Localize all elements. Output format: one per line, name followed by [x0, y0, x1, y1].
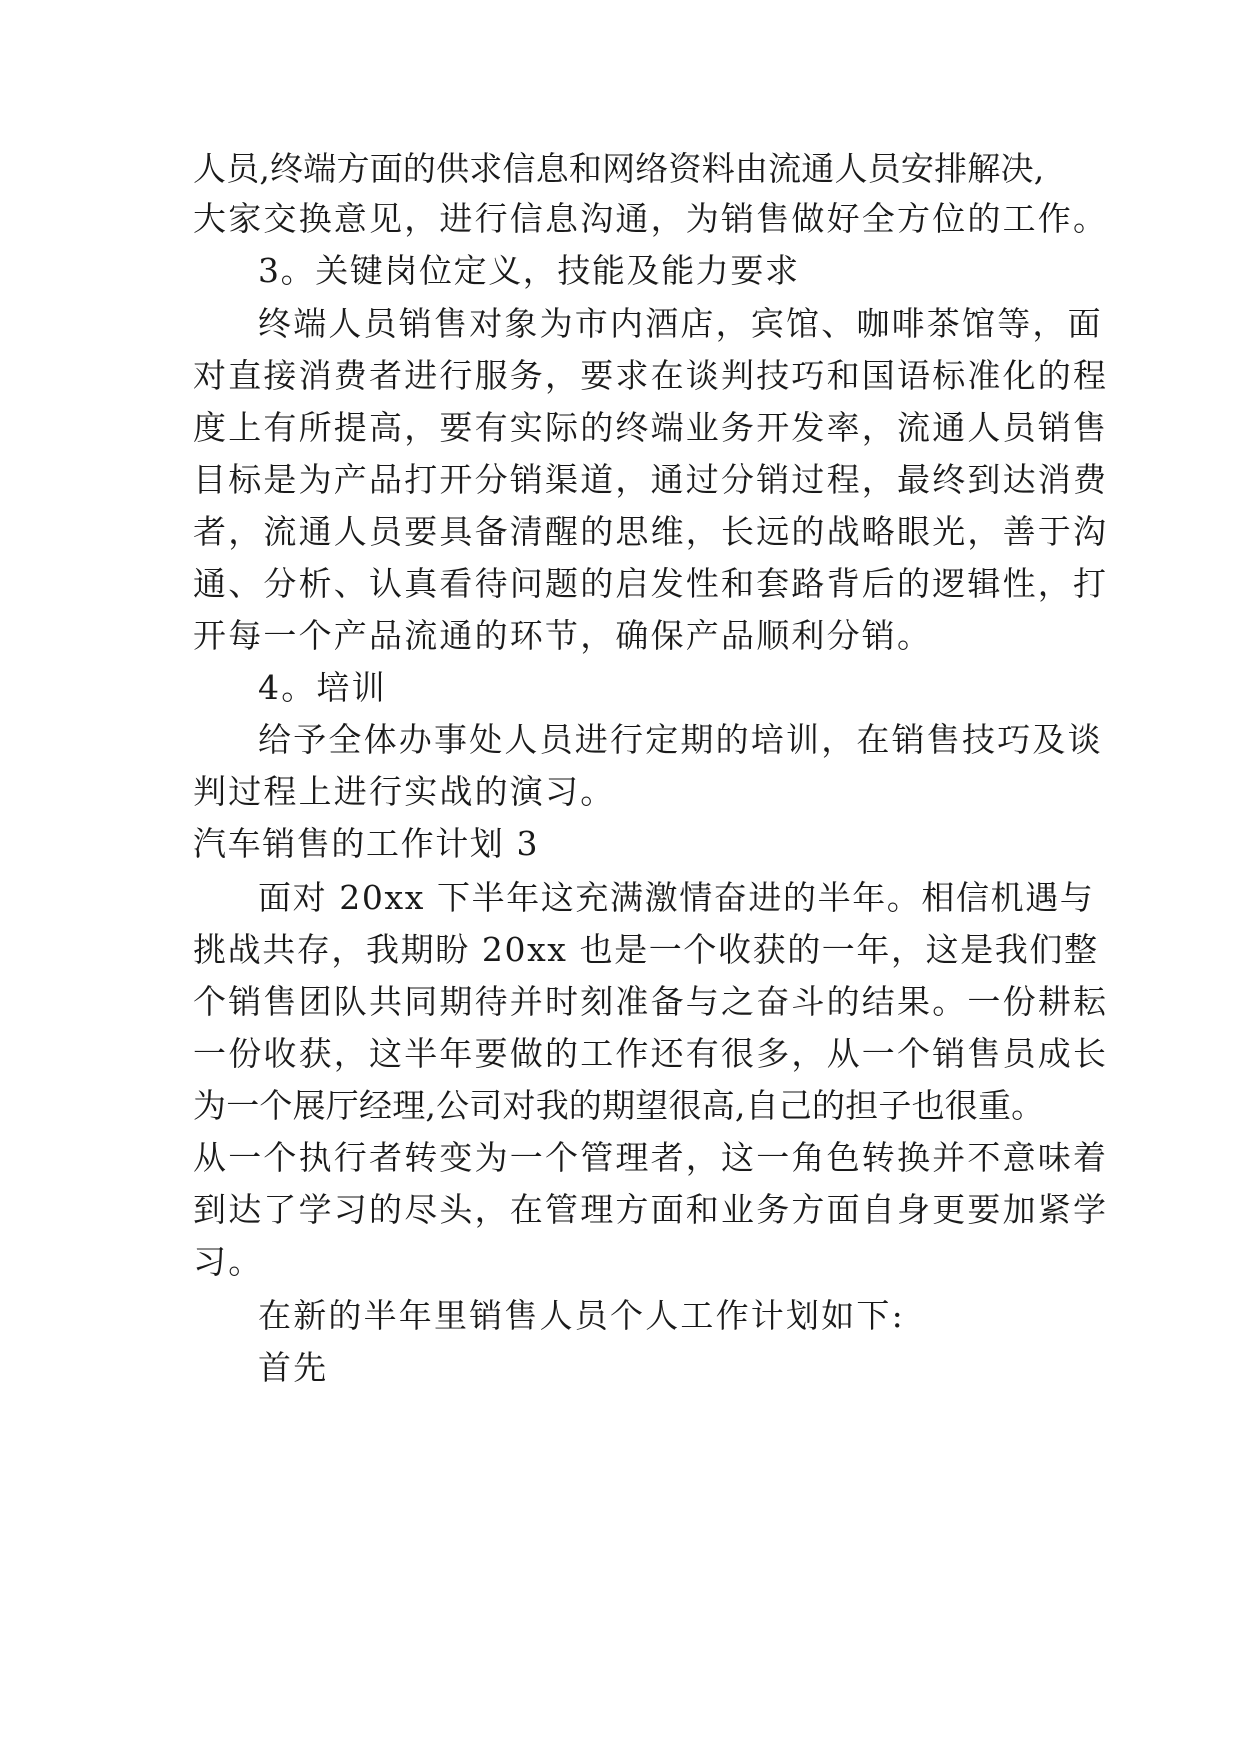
section-heading: 3。关键岗位定义，技能及能力要求	[258, 251, 800, 290]
paragraph-line: 到达了学习的尽头，在管理方面和业务方面自身更要加紧学	[193, 1190, 1109, 1229]
paragraph-line: 者，流通人员要具备清醒的思维，长远的战略眼光，善于沟	[193, 512, 1109, 551]
paragraph-line: 面对 20xx 下半年这充满激情奋进的半年。相信机遇与	[258, 878, 1095, 917]
paragraph-line: 度上有所提高，要有实际的终端业务开发率，流通人员销售	[193, 408, 1109, 447]
section-heading: 4。培训	[258, 668, 387, 707]
paragraph-line: 通、分析、认真看待问题的启发性和套路背后的逻辑性，打	[193, 564, 1109, 603]
paragraph-line: 个销售团队共同期待并时刻准备与之奋斗的结果。一份耕耘	[193, 982, 1109, 1021]
paragraph-line: 为一个展厅经理,公司对我的期望很高,自己的担子也很重。	[193, 1086, 1045, 1125]
paragraph-line: 终端人员销售对象为市内酒店，宾馆、咖啡茶馆等，面	[258, 304, 1103, 343]
paragraph-line: 挑战共存，我期盼 20xx 也是一个收获的一年，这是我们整	[193, 930, 1099, 969]
paragraph-line: 一份收获，这半年要做的工作还有很多，从一个销售员成长	[193, 1034, 1109, 1073]
paragraph-line: 目标是为产品打开分销渠道，通过分销过程，最终到达消费	[193, 460, 1109, 499]
paragraph-line: 在新的半年里销售人员个人工作计划如下:	[258, 1296, 905, 1335]
document-heading: 汽车销售的工作计划 3	[193, 824, 540, 863]
paragraph-line: 给予全体办事处人员进行定期的培训，在销售技巧及谈	[258, 720, 1103, 759]
paragraph-line: 人员,终端方面的供求信息和网络资料由流通人员安排解决,	[193, 149, 1045, 188]
paragraph-line: 首先	[258, 1348, 329, 1387]
paragraph-line: 从一个执行者转变为一个管理者，这一角色转换并不意味着	[193, 1138, 1109, 1177]
paragraph-line: 对直接消费者进行服务，要求在谈判技巧和国语标准化的程	[193, 356, 1109, 395]
paragraph-line: 开每一个产品流通的环节，确保产品顺利分销。	[193, 616, 933, 655]
paragraph-line: 判过程上进行实战的演习。	[193, 772, 616, 811]
paragraph-line: 大家交换意见，进行信息沟通，为销售做好全方位的工作。	[193, 199, 1109, 238]
paragraph-line: 习。	[193, 1242, 264, 1281]
